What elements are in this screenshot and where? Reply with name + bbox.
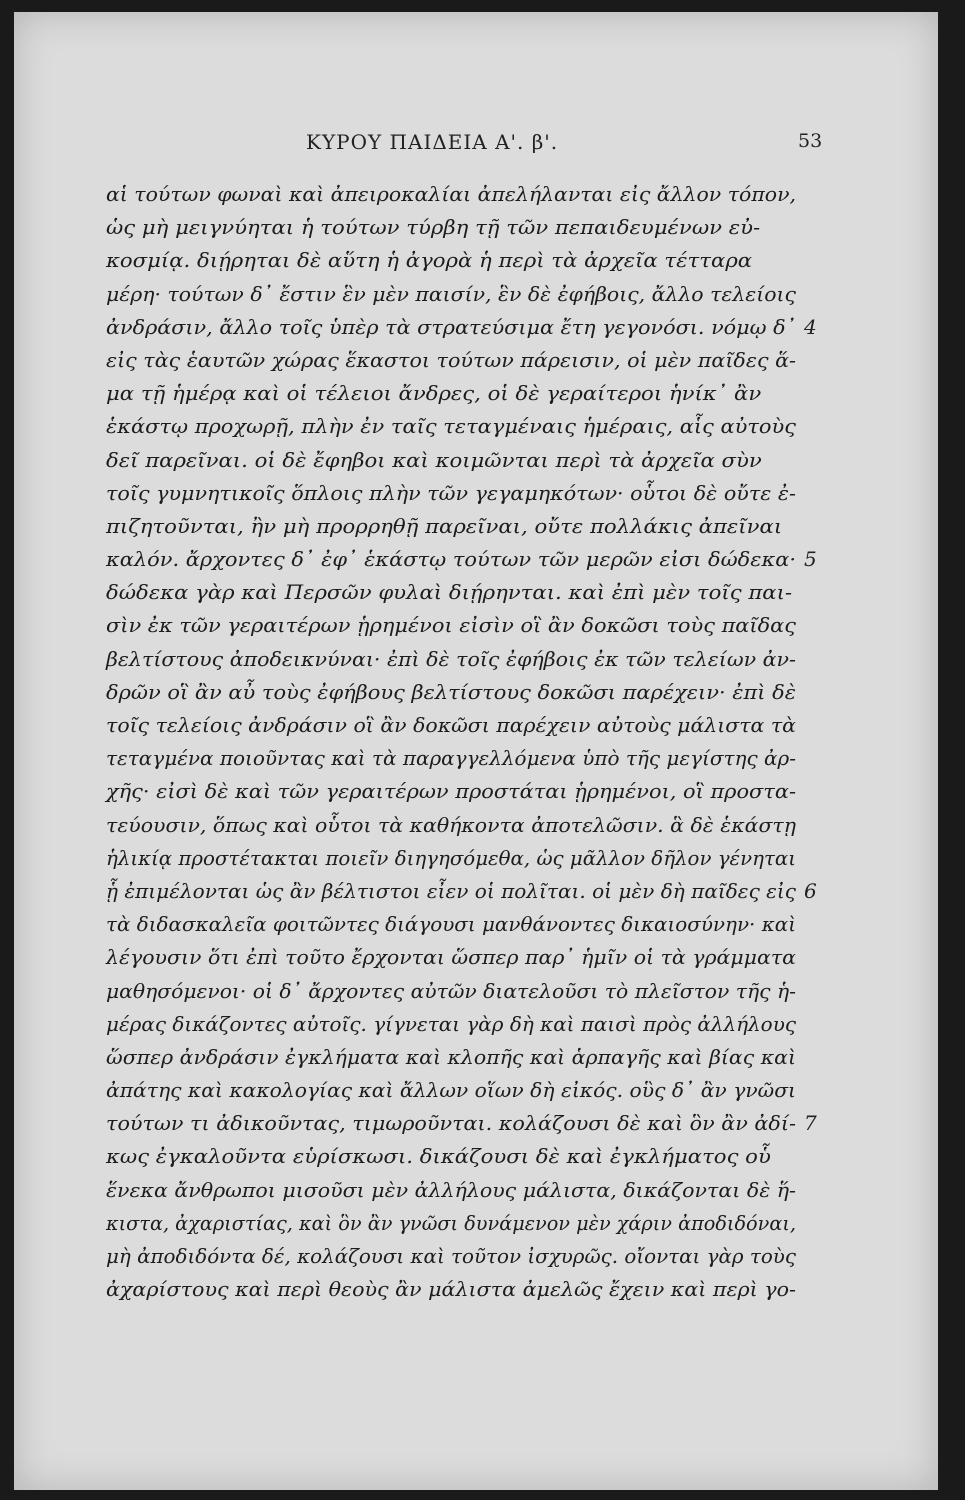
text-line-content: εἰς τὰς ἑαυτῶν χώρας ἕκαστοι τούτων πάρεισιν, οἱ μὲν παῖδες ἅ- [106, 347, 796, 372]
text-line-content: ἀπάτης καὶ κακολογίας καὶ ἄλλων οἵων δὴ εἰκός. οὓς δ᾽ ἂν γνῶσι [106, 1078, 796, 1103]
text-line-content: λέγουσιν ὅτι ἐπὶ τοῦτο ἔρχονται ὥσπερ παρ᾽ ἡμῖν οἱ τὰ γράμματα [106, 945, 796, 970]
text-line-content: μὴ ἀποδιδόντα δέ, κολάζουσι καὶ τοῦτον ἰσχυρῶς. οἴονται γὰρ τοὺς [106, 1244, 796, 1268]
text-line [106, 1207, 796, 1240]
text-line [106, 444, 796, 477]
text-line [106, 1041, 796, 1074]
text-line [106, 975, 796, 1008]
text-line [106, 643, 796, 676]
text-line [106, 510, 796, 543]
text-line [106, 543, 817, 576]
text-line-content: ἀνδράσιν, ἄλλο τοῖς ὑπὲρ τὰ στρατεύσιμα ἔτη γεγονόσι. νόμῳ δ᾽ [106, 314, 797, 339]
text-line [106, 1074, 796, 1107]
section-number: 4 [804, 314, 817, 339]
text-line [106, 709, 796, 742]
text-line [106, 410, 796, 443]
text-line [106, 1107, 817, 1140]
text-line [106, 477, 796, 510]
text-line [106, 278, 796, 311]
text-line-content: ἑκάστῳ προχωρῇ, πλὴν ἐν ταῖς τεταγμέναις ἡμέραις, αἷς αὐτοὺς [106, 414, 797, 439]
text-line [106, 775, 796, 808]
text-line-content: τὰ διδασκαλεῖα φοιτῶντες διάγουσι μανθάνοντες δικαιοσύνην· καὶ [106, 912, 796, 937]
text-line [106, 344, 796, 377]
text-line [106, 941, 796, 974]
page-number: 53 [798, 130, 823, 152]
text-line-content: μαθησόμενοι· οἱ δ᾽ ἄρχοντες αὐτῶν διατελοῦσι τὸ πλεῖστον τῆς ἡ- [106, 978, 796, 1003]
running-head: ΚΥΡΟΥ ΠΑΙΔΕΙΑ Α'. β'. [306, 130, 559, 154]
text-line-content: ᾗ ἐπιμέλονται ὡς ἂν βέλτιστοι εἶεν οἱ πολῖται. οἱ μὲν δὴ παῖδες εἰς [106, 878, 796, 903]
page-header [14, 130, 938, 160]
text-line-content: τεταγμένα ποιοῦντας καὶ τὰ παραγγελλόμενα ὑπὸ τῆς μεγίστης ἀρ- [106, 746, 796, 771]
text-line [106, 809, 796, 842]
text-line-content: κως ἐγκαλοῦντα εὑρίσκωσι. δικάζουσι δὲ καὶ ἐγκλήματος οὗ [106, 1144, 771, 1169]
text-line [106, 609, 796, 642]
text-line [106, 311, 817, 344]
text-line [106, 1140, 796, 1173]
text-line-content: τεύουσιν, ὅπως καὶ οὗτοι τὰ καθήκοντα ἀποτελῶσιν. ἃ δὲ ἑκάστῃ [106, 812, 796, 837]
text-line-content: ἡλικίᾳ προστέτακται ποιεῖν διηγησόμεθα, ὡς μᾶλλον δῆλον γένηται [106, 845, 796, 870]
body-text [106, 178, 817, 1306]
text-line [106, 1240, 796, 1273]
text-line [106, 576, 796, 609]
text-line [106, 908, 796, 941]
text-line [106, 742, 796, 775]
text-line-content: κιστα, ἀχαριστίας, καὶ ὃν ἂν γνῶσι δυνάμενον μὲν χάριν ἀποδιδόναι, [106, 1210, 796, 1235]
text-line [106, 842, 796, 875]
text-line [106, 178, 796, 211]
text-line [106, 676, 796, 709]
book-page [14, 12, 938, 1490]
section-number: 7 [804, 1111, 817, 1136]
text-line-content: τοῖς τελείοις ἀνδράσιν οἳ ἂν δοκῶσι παρέχειν αὐτοὺς μάλιστα τὰ [106, 713, 796, 737]
text-line-content: τοῖς γυμνητικοῖς ὅπλοις πλὴν τῶν γεγαμηκότων· οὗτοι δὲ οὔτε ἐ- [106, 480, 796, 505]
text-line-content: δεῖ παρεῖναι. οἱ δὲ ἔφηβοι καὶ κοιμῶνται περὶ τὰ ἀρχεῖα σὺν [106, 447, 762, 472]
section-number: 5 [804, 547, 817, 572]
text-line [106, 875, 817, 908]
text-line-content: ἕνεκα ἄνθρωποι μισοῦσι μὲν ἀλλήλους μάλιστα, δικάζονται δὲ ἥ- [106, 1177, 796, 1202]
text-line-content: ὡς μὴ μειγνύηται ἡ τούτων τύρβη τῇ τῶν πεπαιδευμένων εὐ- [106, 215, 761, 240]
text-line-content: βελτίστους ἀποδεικνύναι· ἐπὶ δὲ τοῖς ἐφήβοις ἐκ τῶν τελείων ἀν- [106, 646, 796, 671]
text-line-content: αἱ τούτων φωναὶ καὶ ἀπειροκαλίαι ἀπελήλανται εἰς ἄλλον τόπον, [106, 182, 796, 206]
text-line [106, 1273, 796, 1306]
section-number: 6 [804, 878, 817, 903]
text-line-content: μέρη· τούτων δ᾽ ἔστιν ἓν μὲν παισίν, ἓν δὲ ἐφήβοις, ἄλλο τελείοις [106, 281, 796, 306]
text-line-content: τούτων τι ἀδικοῦντας, τιμωροῦνται. κολάζουσι δὲ καὶ ὃν ἂν ἀδί- [106, 1111, 796, 1136]
text-line [106, 1174, 796, 1207]
text-line-content: καλόν. ἄρχοντες δ᾽ ἐφ᾽ ἑκάστῳ τούτων τῶν μερῶν εἰσι δώδεκα· [106, 547, 796, 572]
text-line-content: ἀχαρίστους καὶ περὶ θεοὺς ἂν μάλιστα ἀμελῶς ἔχειν καὶ περὶ γο- [106, 1277, 796, 1302]
text-line-content: δώδεκα γὰρ καὶ Περσῶν φυλαὶ διῄρηνται. καὶ ἐπὶ μὲν τοῖς παι- [106, 580, 793, 605]
text-line-content: κοσμίᾳ. διῄρηται δὲ αὕτη ἡ ἀγορὰ ἡ περὶ τὰ ἀρχεῖα τέτταρα [106, 248, 753, 273]
text-line [106, 377, 796, 410]
text-line-content: μα τῇ ἡμέρᾳ καὶ οἱ τέλειοι ἄνδρες, οἱ δὲ γεραίτεροι ἡνίκ᾽ ἂν [106, 381, 762, 406]
text-line [106, 1008, 796, 1041]
text-line-content: δρῶν οἳ ἂν αὖ τοὺς ἐφήβους βελτίστους δοκῶσι παρέχειν· ἐπὶ δὲ [106, 679, 797, 704]
text-line-content: μέρας δικάζοντες αὐτοῖς. γίγνεται γὰρ δὴ καὶ παισὶ πρὸς ἀλλήλους [106, 1011, 796, 1036]
text-line [106, 244, 796, 277]
text-line-content: χῆς· εἰσὶ δὲ καὶ τῶν γεραιτέρων προστάται ᾑρημένοι, οἳ προστα- [106, 779, 796, 804]
text-line-content: σὶν ἐκ τῶν γεραιτέρων ᾑρημένοι εἰσὶν οἳ ἂν δοκῶσι τοὺς παῖδας [106, 613, 796, 638]
text-line-content: ὥσπερ ἀνδράσιν ἐγκλήματα καὶ κλοπῆς καὶ ἁρπαγῆς καὶ βίας καὶ [106, 1044, 796, 1069]
text-line-content: πιζητοῦνται, ἢν μὴ προρρηθῇ παρεῖναι, οὔτε πολλάκις ἀπεῖναι [106, 513, 783, 538]
text-line [106, 211, 796, 244]
